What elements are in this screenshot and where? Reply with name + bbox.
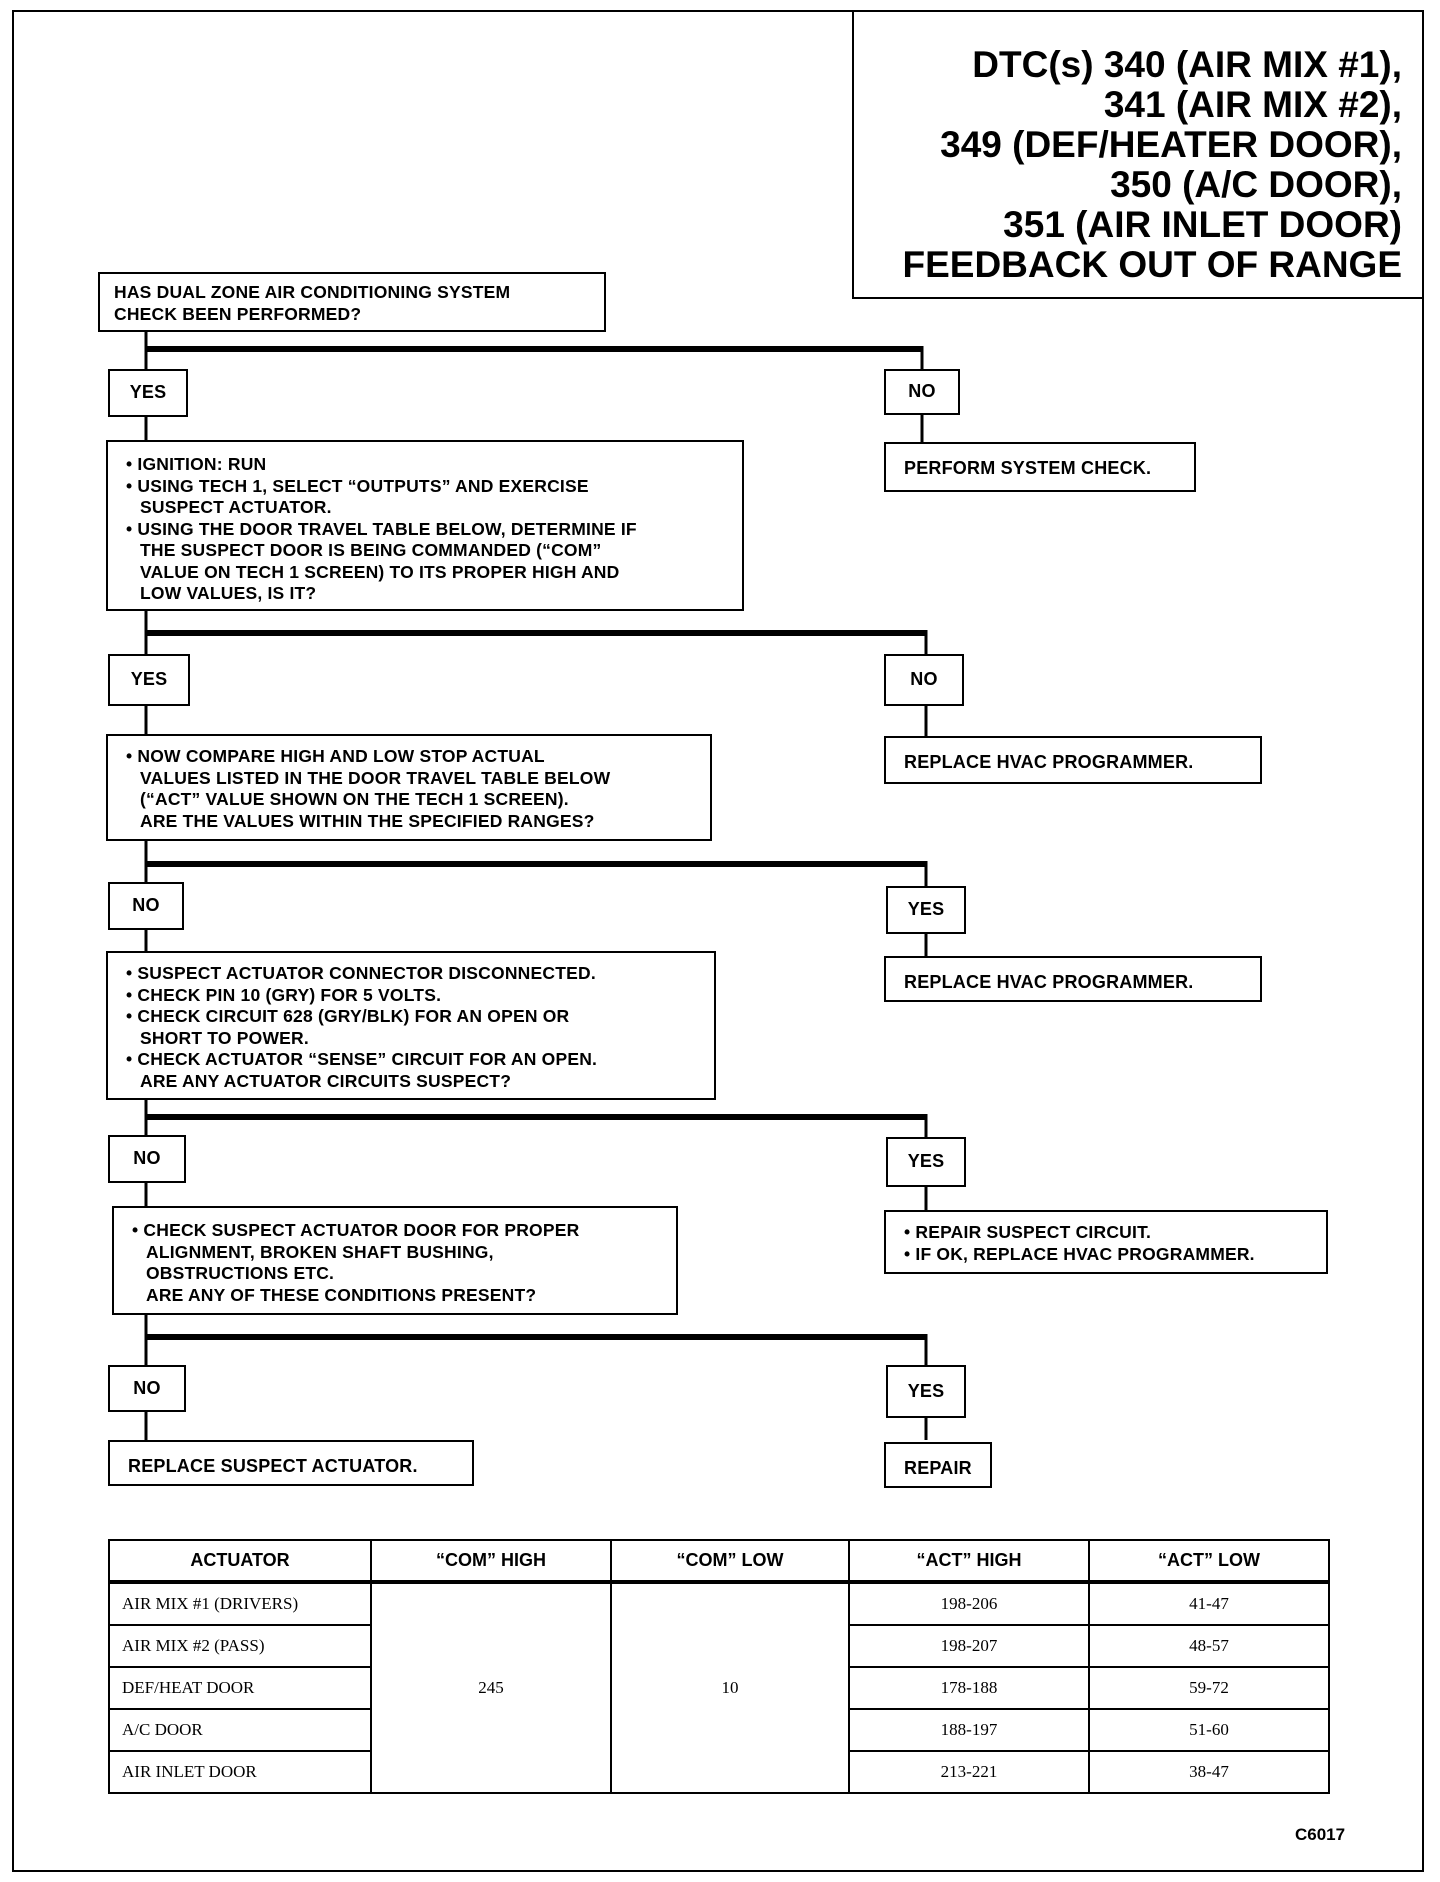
table-row (109, 1582, 1329, 1625)
bullet: • (126, 1006, 133, 1026)
bullet: • (126, 454, 133, 474)
action-perform-system-check: PERFORM SYSTEM CHECK. (884, 442, 1196, 492)
checklist-item: • NOW COMPARE HIGH AND LOW STOP ACTUAL VALUES LISTED IN THE DOOR TRAVEL TABLE BELOW (“ACT” VALUE SHOWN ON THE TECH 1 SCREEN). ARE THE VALUES WITHIN THE SPECIFIED RANGES? (126, 746, 611, 831)
checklist-item: • SUSPECT ACTUATOR CONNECTOR DISCONNECTED. (126, 963, 596, 983)
title-line: FEEDBACK OUT OF RANGE (902, 244, 1402, 285)
yes-label: YES (886, 1137, 966, 1187)
question-actual-values (106, 734, 712, 841)
cell-act-low: 41-47 (1089, 1582, 1329, 1625)
cell-com-low: 10 (611, 1582, 849, 1793)
yes-label: YES (886, 886, 966, 934)
no-label: NO (108, 882, 184, 930)
checklist-item: • REPAIR SUSPECT CIRCUIT. (904, 1222, 1152, 1242)
question-text: ARE ANY ACTUATOR CIRCUITS SUSPECT? (140, 1070, 512, 1091)
cell-actuator: A/C DOOR (109, 1709, 371, 1751)
question-text: CHECK BEEN PERFORMED? (114, 303, 362, 324)
column-header-com-high: “COM” HIGH (371, 1540, 611, 1582)
column-header-act-high: “ACT” HIGH (849, 1540, 1089, 1582)
bullet: • (126, 963, 133, 983)
bullet: • (126, 475, 133, 496)
title-line: 350 (A/C DOOR), (1110, 164, 1402, 205)
question-text: HAS DUAL ZONE AIR CONDITIONING SYSTEM (114, 282, 511, 302)
checklist-item: • IGNITION: RUN (126, 454, 267, 474)
column-header-actuator: ACTUATOR (109, 1540, 371, 1582)
cell-com-high: 245 (371, 1582, 611, 1793)
dtc-title-box (852, 10, 1424, 299)
cell-actuator: AIR MIX #1 (DRIVERS) (109, 1582, 371, 1625)
yes-label: YES (108, 369, 188, 417)
cell-actuator: AIR MIX #2 (PASS) (109, 1625, 371, 1667)
cell-act-low: 51-60 (1089, 1709, 1329, 1751)
checklist-item: • IF OK, REPLACE HVAC PROGRAMMER. (904, 1243, 1255, 1264)
action-repair: REPAIR (884, 1442, 992, 1488)
no-label: NO (108, 1135, 186, 1183)
cell-act-low: 38-47 (1089, 1751, 1329, 1793)
yes-label: YES (108, 654, 190, 706)
bullet: • (904, 1243, 911, 1264)
bullet: • (132, 1220, 139, 1240)
action-replace-programmer: REPLACE HVAC PROGRAMMER. (884, 736, 1262, 784)
cell-act-high: 188-197 (849, 1709, 1089, 1751)
no-label: NO (884, 369, 960, 415)
no-label: NO (108, 1365, 186, 1412)
action-repair-circuit (884, 1210, 1328, 1274)
question-door-commanded (106, 440, 744, 611)
cell-act-high: 198-206 (849, 1582, 1089, 1625)
title-line: DTC(s) 340 (AIR MIX #1), (972, 44, 1402, 85)
action-replace-actuator: REPLACE SUSPECT ACTUATOR. (108, 1440, 474, 1486)
cell-actuator: AIR INLET DOOR (109, 1751, 371, 1793)
checklist-item: • USING TECH 1, SELECT “OUTPUTS” AND EXERCISE SUSPECT ACTUATOR. (126, 475, 589, 517)
yes-label: YES (886, 1365, 966, 1418)
question-system-check (98, 272, 606, 332)
table-header-row (109, 1540, 1329, 1582)
question-door-conditions (112, 1206, 678, 1315)
question-actuator-circuits (106, 951, 716, 1100)
checklist-item: • USING THE DOOR TRAVEL TABLE BELOW, DETERMINE IF THE SUSPECT DOOR IS BEING COMMANDED (“COM” VALUE ON TECH 1 SCREEN) TO ITS PROPER HIGH AND LOW VALUES, IS IT? (126, 518, 637, 603)
cell-act-high: 178-188 (849, 1667, 1089, 1709)
checklist-item: • CHECK ACTUATOR “SENSE” CIRCUIT FOR AN OPEN. (126, 1049, 598, 1069)
title-line: 349 (DEF/HEATER DOOR), (940, 124, 1402, 165)
checklist-item: • CHECK PIN 10 (GRY) FOR 5 VOLTS. (126, 984, 442, 1005)
cell-act-low: 48-57 (1089, 1625, 1329, 1667)
bullet: • (904, 1222, 911, 1242)
title-line: 341 (AIR MIX #2), (1103, 84, 1402, 125)
cell-act-high: 213-221 (849, 1751, 1089, 1793)
column-header-act-low: “ACT” LOW (1089, 1540, 1329, 1582)
checklist-item: • CHECK SUSPECT ACTUATOR DOOR FOR PROPER ALIGNMENT, BROKEN SHAFT BUSHING, OBSTRUCTIONS ETC. (132, 1220, 580, 1283)
cell-actuator: DEF/HEAT DOOR (109, 1667, 371, 1709)
bullet: • (126, 984, 133, 1005)
bullet: • (126, 1049, 133, 1069)
figure-id: C6017 (1295, 1825, 1346, 1844)
cell-act-high: 198-207 (849, 1625, 1089, 1667)
cell-act-low: 59-72 (1089, 1667, 1329, 1709)
no-label: NO (884, 654, 964, 706)
checklist-item: • CHECK CIRCUIT 628 (GRY/BLK) FOR AN OPEN OR SHORT TO POWER. (126, 1006, 570, 1048)
door-travel-table (108, 1539, 1330, 1794)
action-replace-programmer: REPLACE HVAC PROGRAMMER. (884, 956, 1262, 1002)
title-line: 351 (AIR INLET DOOR) (1003, 204, 1402, 245)
column-header-com-low: “COM” LOW (611, 1540, 849, 1582)
bullet: • (126, 746, 133, 766)
question-text: ARE ANY OF THESE CONDITIONS PRESENT? (146, 1284, 537, 1305)
bullet: • (126, 518, 133, 539)
